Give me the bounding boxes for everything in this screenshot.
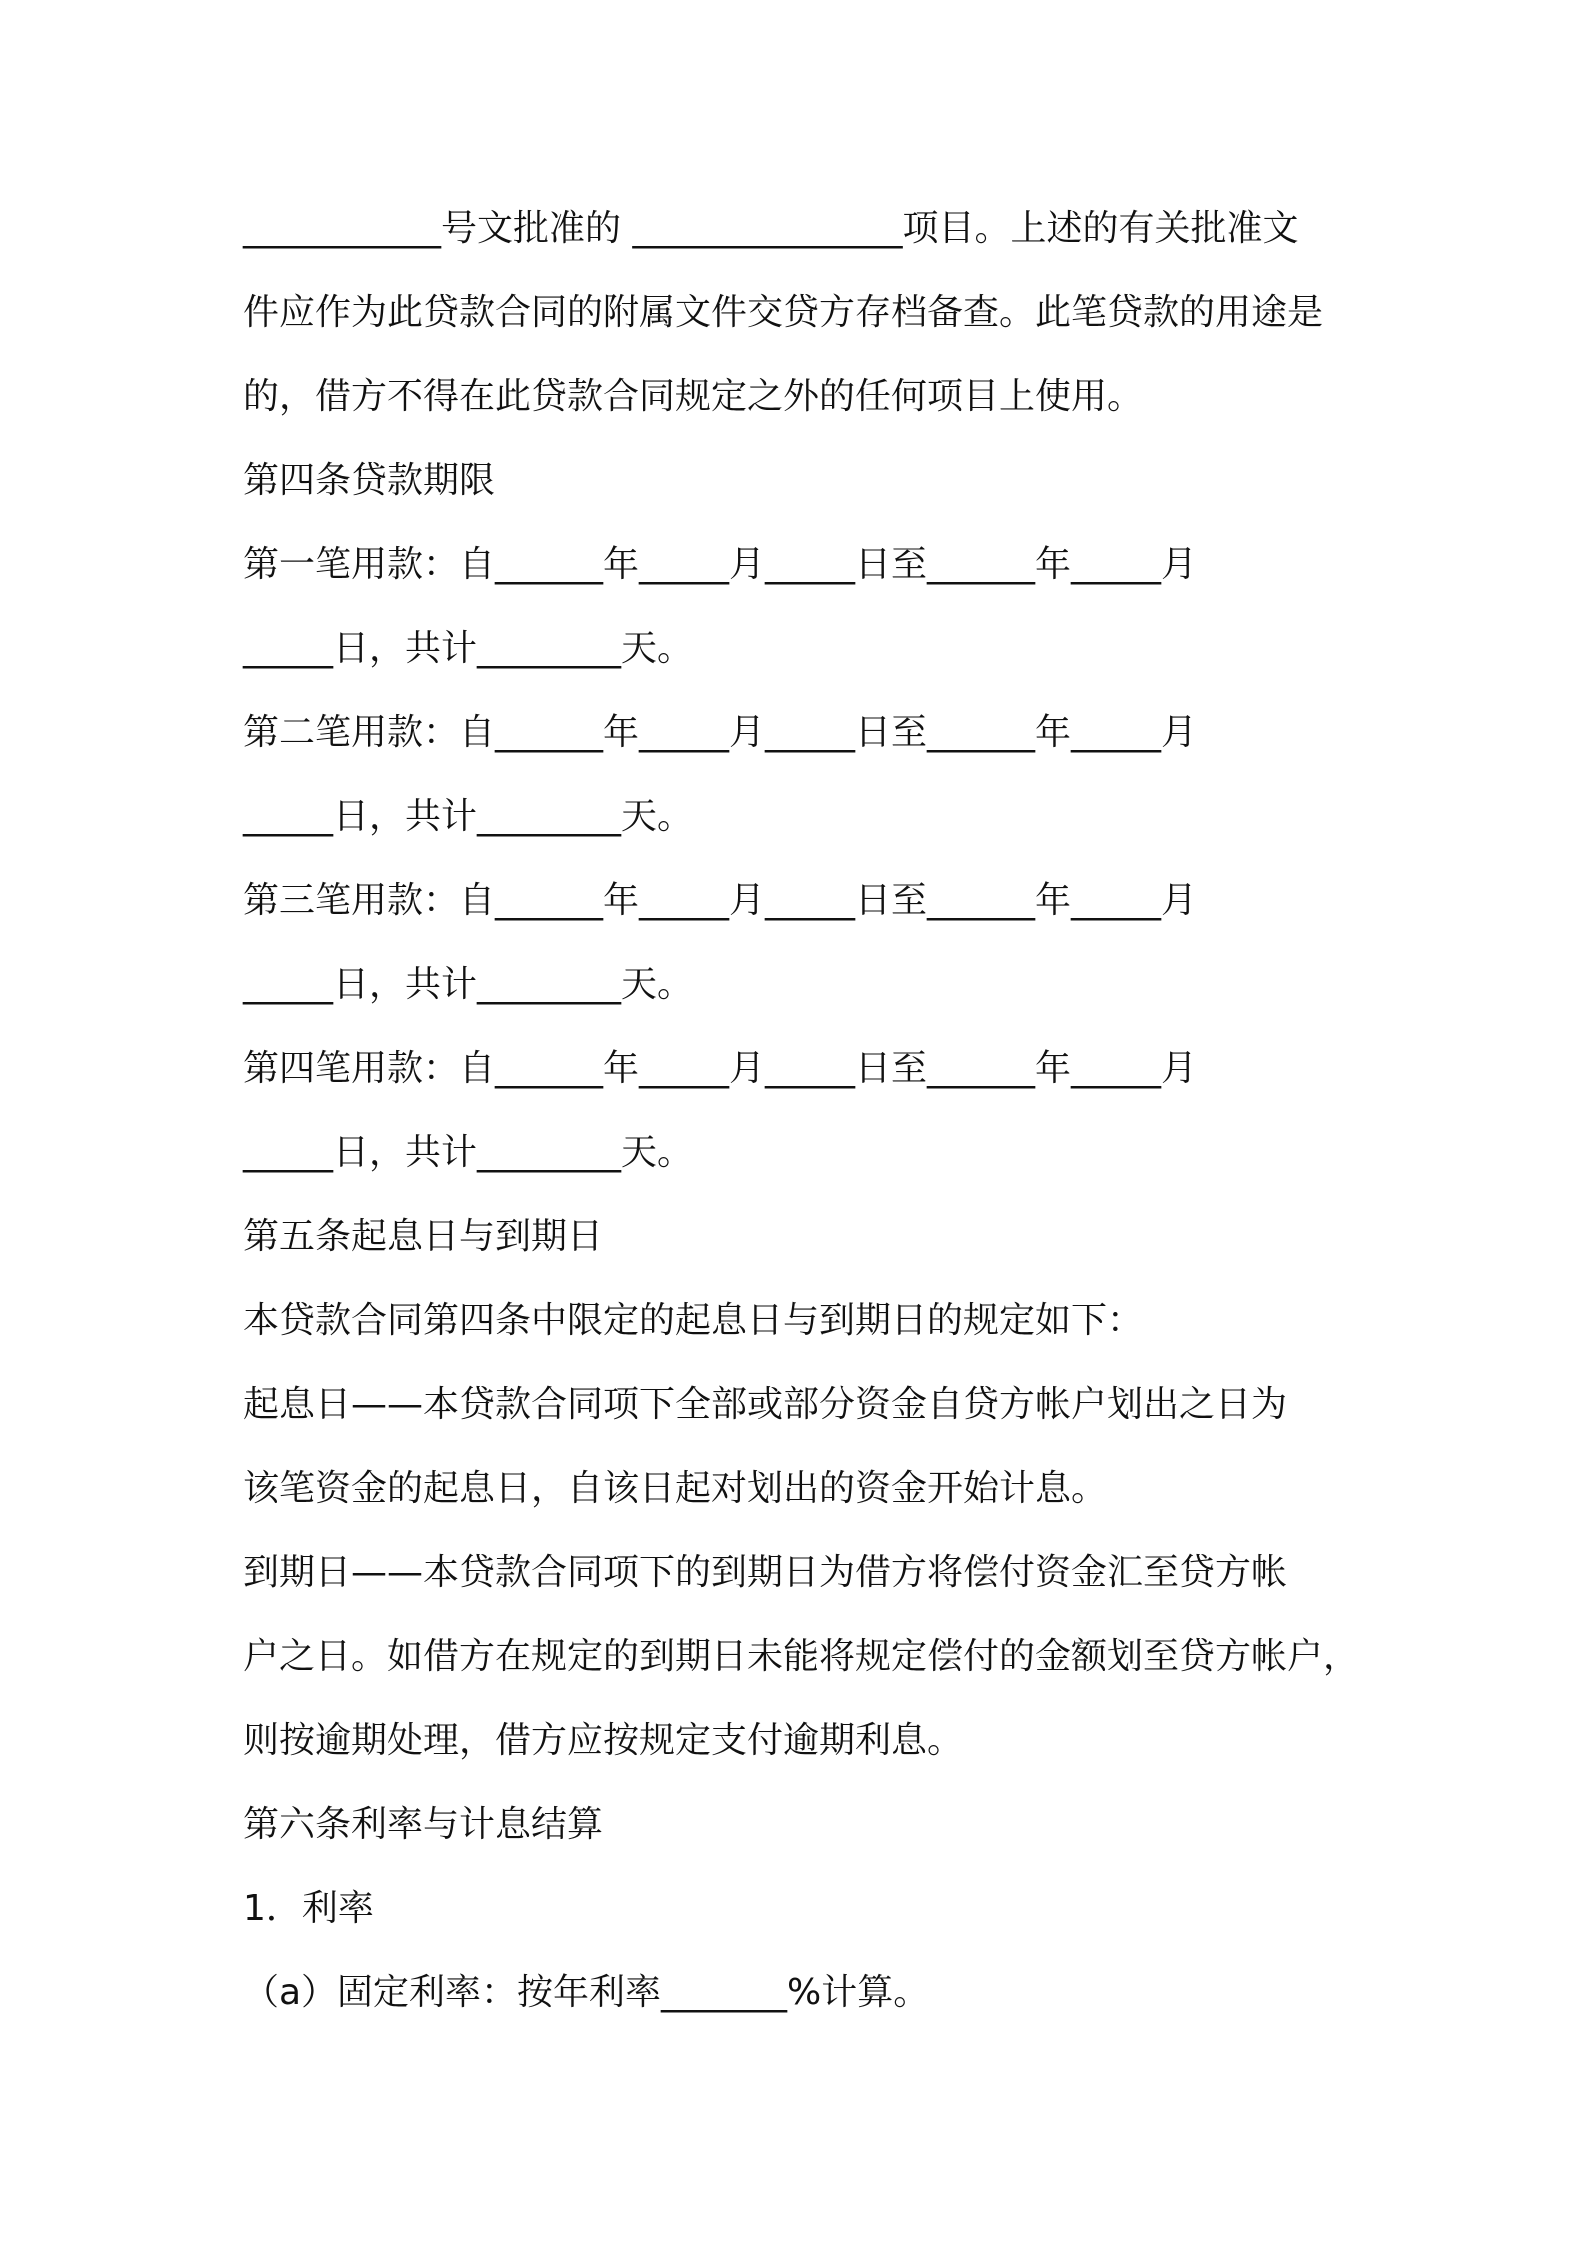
drawdown-1-line-2: _____日，共计________天。 (243, 628, 694, 669)
section-heading-article-5: 第五条起息日与到期日 (243, 1216, 604, 1257)
value-date-line-2: 该笔资金的起息日，自该日起对划出的资金开始计息。 (243, 1468, 1108, 1509)
drawdown-2-line-2: _____日，共计________天。 (243, 796, 694, 837)
drawdown-2-line-1: 第二笔用款：自______年_____月_____日至______年_____月 (243, 712, 1198, 753)
fixed-rate-clause: （a）固定利率：按年利率_______%计算。 (243, 1972, 930, 2013)
drawdown-3-line-1: 第三笔用款：自______年_____月_____日至______年_____月 (243, 880, 1198, 921)
drawdown-1-line-1: 第一笔用款：自______年_____月_____日至______年_____月 (243, 544, 1198, 585)
paragraph-approval-line-3: 的，借方不得在此贷款合同规定之外的任何项目上使用。 (243, 376, 1144, 417)
article-5-intro: 本贷款合同第四条中限定的起息日与到期日的规定如下： (243, 1300, 1144, 1341)
paragraph-approval-line-1: ___________号文批准的 _______________项目。上述的有关批准文 (243, 208, 1299, 249)
drawdown-4-line-1: 第四笔用款：自______年_____月_____日至______年_____月 (243, 1048, 1198, 1089)
section-heading-article-6: 第六条利率与计息结算 (243, 1804, 604, 1845)
maturity-date-line-3: 则按逾期处理，借方应按规定支付逾期利息。 (243, 1720, 964, 1761)
section-heading-article-4: 第四条贷款期限 (243, 460, 496, 501)
drawdown-3-line-2: _____日，共计________天。 (243, 964, 694, 1005)
value-date-line-1: 起息日——本贷款合同项下全部或部分资金自贷方帐户划出之日为 (243, 1384, 1288, 1425)
maturity-date-line-1: 到期日——本贷款合同项下的到期日为借方将偿付资金汇至贷方帐 (243, 1552, 1288, 1593)
paragraph-approval-line-2: 件应作为此贷款合同的附属文件交贷方存档备查。此笔贷款的用途是 (243, 292, 1324, 333)
drawdown-4-line-2: _____日，共计________天。 (243, 1132, 694, 1173)
subsection-interest-rate: 1．利率 (243, 1888, 374, 1929)
maturity-date-line-2: 户之日。如借方在规定的到期日未能将规定偿付的金额划至贷方帐户， (243, 1636, 1360, 1677)
